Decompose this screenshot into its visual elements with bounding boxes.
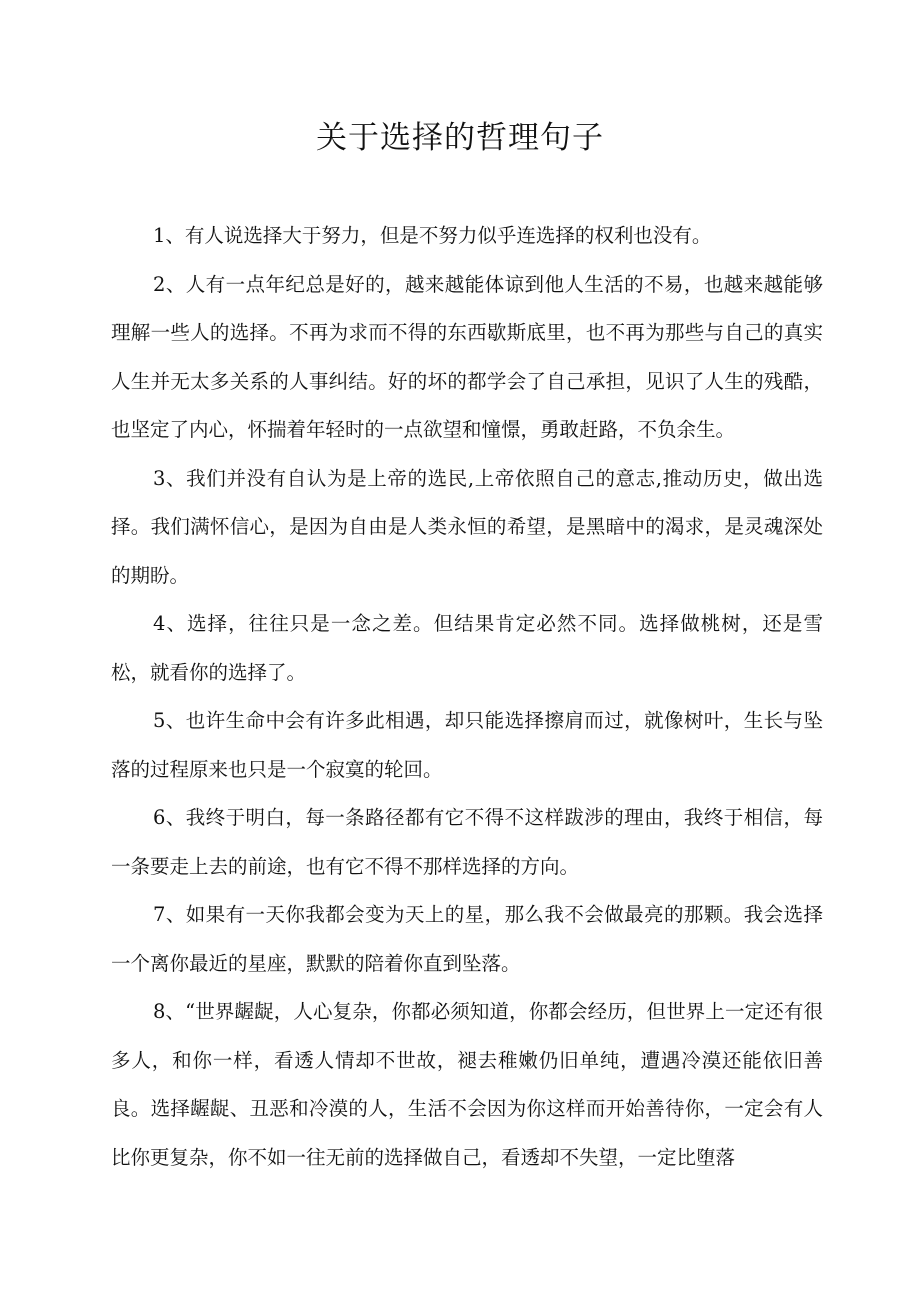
paragraph-8: 8、“世界龌龊，人心复杂，你都必须知道，你都会经历，但世界上一定还有很多人，和你一样，看透人情却不世故，褪去稚嫩仍旧单纯，遭遇冷漠还能依旧善良。选择龌龊、丑恶和冷漠的人，生活不会因为你这样而开始善待你，一定会有人比你更复杂，你不如一往无前的选择做自己，看透却不失望，一定比堕落 xyxy=(111,1000,823,1169)
page-title: 关于选择的哲理句子 xyxy=(316,120,604,156)
paragraph-4: 4、选择，往往只是一念之差。但结果肯定必然不同。选择做桃树，还是雪松，就看你的选择了。 xyxy=(111,612,823,684)
document-body xyxy=(111,212,823,1182)
paragraph-2: 2、人有一点年纪总是好的，越来越能体谅到他人生活的不易，也越来越能够理解一些人的选择。不再为求而不得的东西歇斯底里，也不再为那些与自己的真实人生并无太多关系的人事纠结。好的坏的都学会了自己承担，见识了人生的残酷，也坚定了内心，怀揣着年轻时的一点欲望和憧憬，勇敢赶路，不负余生。 xyxy=(111,272,823,441)
paragraph-5: 5、也许生命中会有许多此相遇，却只能选择擦肩而过，就像树叶，生长与坠落的过程原来也只是一个寂寞的轮回。 xyxy=(111,709,823,781)
paragraph-6: 6、我终于明白，每一条路径都有它不得不这样跋涉的理由，我终于相信，每一条要走上去的前途，也有它不得不那样选择的方向。 xyxy=(111,806,823,878)
paragraph-1: 1、有人说选择大于努力，但是不努力似乎连选择的权利也没有。 xyxy=(153,224,712,247)
paragraph-3: 3、我们并没有自认为是上帝的选民,上帝依照自己的意志,推动历史，做出选择。我们满怀信心，是因为自由是人类永恒的希望，是黑暗中的渴求，是灵魂深处的期盼。 xyxy=(111,466,823,587)
paragraph-7: 7、如果有一天你我都会变为天上的星，那么我不会做最亮的那颗。我会选择一个离你最近的星座，默默的陪着你直到坠落。 xyxy=(111,903,823,975)
